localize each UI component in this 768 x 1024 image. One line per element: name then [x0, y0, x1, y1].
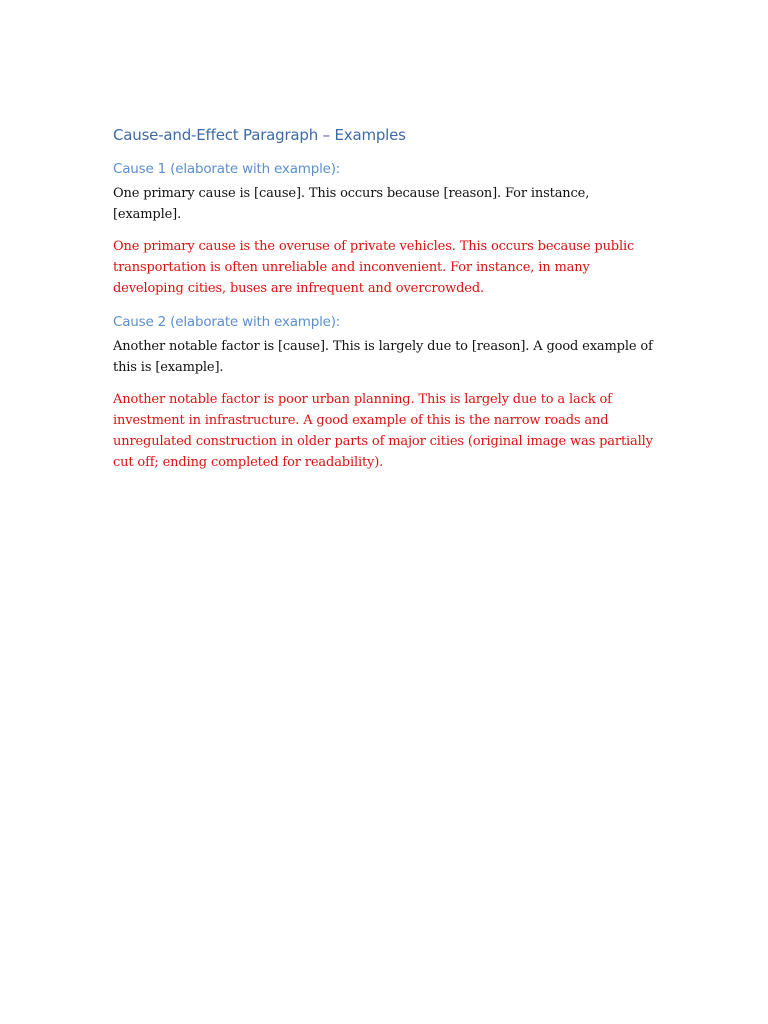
cause-1-example: One primary cause is the overuse of private vehicles. This occurs because public transportation is often unreliable and inconvenient. For instance, in many developing cities, buses are infrequent and overcrowded.: [113, 239, 635, 296]
cause-1-template: One primary cause is [cause]. This occurs because [reason]. For instance, [example].: [113, 186, 590, 222]
cause-2-heading: Cause 2 (elaborate with example):: [113, 314, 341, 330]
document-body: [113, 124, 658, 486]
cause-2-template: Another notable factor is [cause]. This is largely due to [reason]. A good example of this is [example].: [113, 339, 653, 375]
cause-1-section: [113, 159, 658, 299]
cause-2-example: Another notable factor is poor urban planning. This is largely due to a lack of investment in infrastructure. A good example of this is the narrow roads and unregulated construction in older parts of major cities (original image was partially cut off; ending completed for readability).: [113, 392, 653, 470]
cause-1-heading: Cause 1 (elaborate with example):: [113, 161, 341, 177]
cause-2-section: [113, 312, 658, 473]
document-title: Cause-and-Effect Paragraph – Examples: [113, 126, 406, 144]
